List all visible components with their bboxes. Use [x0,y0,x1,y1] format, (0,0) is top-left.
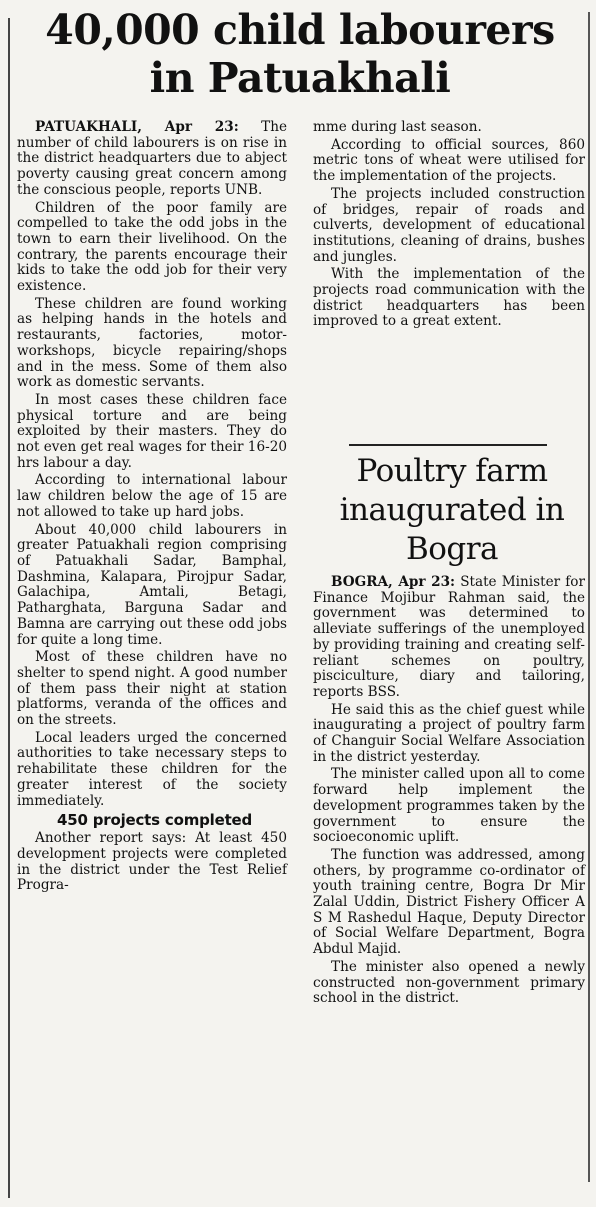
article2-column [313,575,585,1009]
article-divider [349,444,547,446]
article1-paragraph-0: PATUAKHALI, Apr 23: The number of child labourers is on rise in the district headquarters due to abject poverty causing great concern among the conscious people, reports UNB. [17,119,287,198]
article2-headline [322,452,582,569]
article2-headline-line-3: Bogra [405,531,499,567]
article1-col2-paragraph-1: The projects included construction of bridges, repair of roads and culverts, development of educational institutions, cleaning of drains, bushes and jungles. [313,185,585,265]
article1-dateline: PATUAKHALI, Apr 23: [35,119,239,135]
article1-col2-paragraph-2: With the implementation of the projects road communication with the district headquarters has been improved to a great extent. [313,266,585,330]
column-rule-left [8,18,10,1198]
article1-paragraph-7: Local leaders urged the concerned authorities to take necessary steps to rehabilitate these children for the greater interest of the society immediately. [17,729,287,809]
column-rule-right [588,12,590,1182]
article1-subhead: 450 projects completed [57,811,253,830]
article2-paragraph-1: He said this as the chief guest while inaugurating a project of poultry farm of Changuir Social Welfare Association in the district yesterday. [313,701,585,765]
headline-line-2: in Patuakhali [149,54,451,102]
article2-paragraph-0: BOGRA, Apr 23: State Minister for Finance Mojibur Rahman said, the government was determined to alleviate sufferings of the unemployed by providing training and creating self-reliant schemes on poultry, pisciculture, diary and tailoring, reports BSS. [313,574,585,700]
article2-dateline: BOGRA, Apr 23: [331,574,456,590]
article2-paragraph-4: The minister also opened a newly constructed non-government primary school in the district. [313,958,585,1007]
article1-column-1 [17,120,287,896]
article1-paragraph-4: According to international labour law children below the age of 15 are not allowed to take up hard jobs. [17,472,287,520]
article1-paragraph-2: These children are found working as helping hands in the hotels and restaurants, factories, motor-workshops, bicycle repairing/shops and in the mess. Some of them also work as domestic servants. [17,295,287,391]
article1-paragraph-5: About 40,000 child labourers in greater Patuakhali region comprising of Patuakhali Sadar, Bamphal, Dashmina, Kalapara, Pirojpur Sadar, Galachipa, Amtali, Betagi, Patharghata, Barguna Sadar and Bamna are carrying out these odd jobs for quite a long time. [17,521,287,648]
article1-paragraph-3: In most cases these children face physical torture and are being exploited by their masters. They do not even get real wages for their 16-20 hrs labour a day. [17,391,287,471]
article1-paragraph-6: Most of these children have no shelter to spend night. A good number of them pass their night at station platforms, veranda of the offices and on the streets. [17,649,287,729]
article2-paragraph-3: The function was addressed, among others, by programme co-ordinator of youth training centre, Bogra Dr Mir Zalal Uddin, District Fishery Officer A S M Rashedul Haque, Deputy Director of Social Welfare Department, Bogra Abdul Majid. [313,846,585,958]
article1-paragraph-after-subhead: Another report says: At least 450 development projects were completed in the district under the Test Relief Progra- [17,830,287,894]
article1-continuation: mme during last season. [313,119,482,135]
article2-headline-line-1: Poultry farm [356,453,548,489]
article2-paragraph-2: The minister called upon all to come forward help implement the development programmes taken by the government to ensure the socioeconomic uplift. [313,766,585,846]
article2-headline-line-2: inaugurated in [339,492,565,528]
article1-paragraph-1: Children of the poor family are compelled to take the odd jobs in the town to earn their livelihood. On the contrary, the parents encourage their kids to take the odd job for their very existence. [17,199,287,295]
article1-col2-paragraph-0: According to official sources, 860 metric tons of wheat were utilised for the implementation of the projects. [313,136,585,185]
headline-line-1: 40,000 child labourers [45,6,555,54]
main-headline [14,6,586,102]
article1-column-2 [313,120,585,332]
